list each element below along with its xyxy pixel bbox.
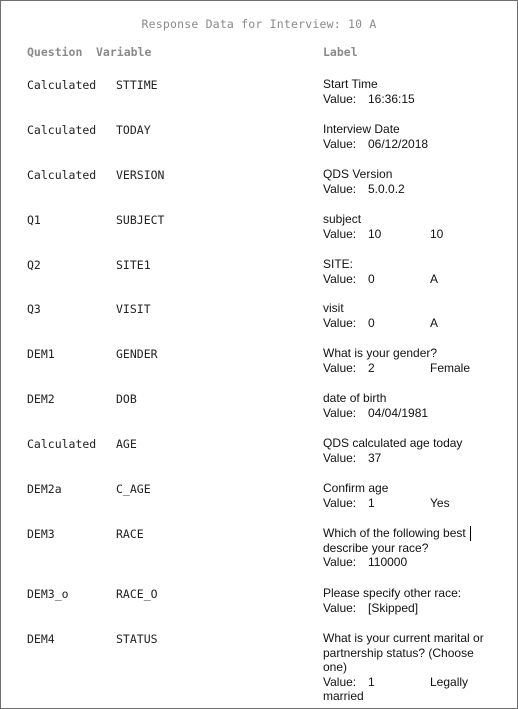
question-id: DEM1 [27,347,55,361]
value-line [323,92,430,107]
column-header-question: Question [27,45,83,59]
response-value: 5.0.0.2 [368,181,405,196]
variable-name: SUBJECT [116,213,165,227]
question-id: Q1 [27,213,41,227]
value-prefix: Value: [323,555,357,570]
response-value-text: 10 [430,226,444,241]
value-line [323,137,430,152]
question-id: Calculated [27,168,97,182]
value-prefix: Value: [323,360,357,375]
response-value: [Skipped] [368,600,419,615]
response-value-text: Female [430,360,471,375]
question-label: What is your current marital or partnership status? (Choose one) [323,631,484,675]
value-line [323,601,430,616]
variable-name: TODAY [116,123,151,137]
question-label: Please specify other race: [323,586,462,600]
question-label: Start Time [323,77,378,91]
value-line [323,555,430,570]
value-line [323,406,430,421]
value-prefix: Value: [323,674,357,689]
response-value: 10 [368,226,382,241]
question-label: visit [323,301,344,315]
value-prefix: Value: [323,450,357,465]
value-line [323,272,438,287]
question-label: Confirm age [323,481,389,495]
question-id: DEM4 [27,632,55,646]
value-line [323,496,450,511]
question-id: Calculated [27,78,97,92]
variable-name: STATUS [116,632,158,646]
variable-name: AGE [116,437,137,451]
response-value-text: Legally [430,674,469,689]
value-prefix: Value: [323,405,357,420]
variable-name: RACE [116,527,144,541]
question-label: Which of the following best describe your race? [323,526,466,555]
value-line [323,451,430,466]
response-value: 04/04/1981 [368,405,429,420]
question-label: subject [323,212,362,226]
response-value: 2 [368,360,375,375]
question-label: What is your gender? [323,346,438,360]
variable-name: SITE1 [116,258,151,272]
question-id: Calculated [27,123,97,137]
response-value: 0 [368,271,375,286]
column-header-variable: Variable [96,45,152,59]
text-cursor [470,526,471,541]
question-id: Q3 [27,302,41,316]
response-value: 16:36:15 [368,91,415,106]
response-value: 06/12/2018 [368,136,429,151]
variable-name: C_AGE [116,482,151,496]
question-id: Calculated [27,437,97,451]
response-value-text-continued: married [323,689,364,704]
variable-name: DOB [116,392,137,406]
question-id: DEM3_o [27,587,69,601]
value-prefix: Value: [323,495,357,510]
page-title: Response Data for Interview: 10 A [141,17,377,31]
response-value-text: A [430,271,439,286]
value-line [323,227,443,242]
question-label: Interview Date [323,122,400,136]
value-prefix: Value: [323,181,357,196]
question-id: DEM2a [27,482,62,496]
value-prefix: Value: [323,226,357,241]
response-value-text: Yes [430,495,450,510]
variable-name: VERSION [116,168,165,182]
value-prefix: Value: [323,91,357,106]
variable-name: RACE_O [116,587,158,601]
value-prefix: Value: [323,136,357,151]
question-id: Q2 [27,258,41,272]
question-id: DEM3 [27,527,55,541]
question-label: SITE: [323,257,354,271]
value-prefix: Value: [323,271,357,286]
value-prefix: Value: [323,600,357,615]
response-value: 1 [368,495,375,510]
question-id: DEM2 [27,392,55,406]
response-value-text: A [430,315,439,330]
variable-name: VISIT [116,302,151,316]
value-line [323,675,468,690]
question-label: QDS calculated age today [323,436,463,450]
question-label: date of birth [323,391,387,405]
value-line [323,361,470,376]
column-header-label: Label [323,45,358,59]
variable-name: GENDER [116,347,158,361]
value-line [323,182,430,197]
response-value: 0 [368,315,375,330]
value-prefix: Value: [323,315,357,330]
question-label: QDS Version [323,167,393,181]
response-value: 1 [368,674,375,689]
value-line [323,316,438,331]
response-value: 37 [368,450,382,465]
variable-name: STTIME [116,78,158,92]
response-value: 110000 [368,555,408,570]
